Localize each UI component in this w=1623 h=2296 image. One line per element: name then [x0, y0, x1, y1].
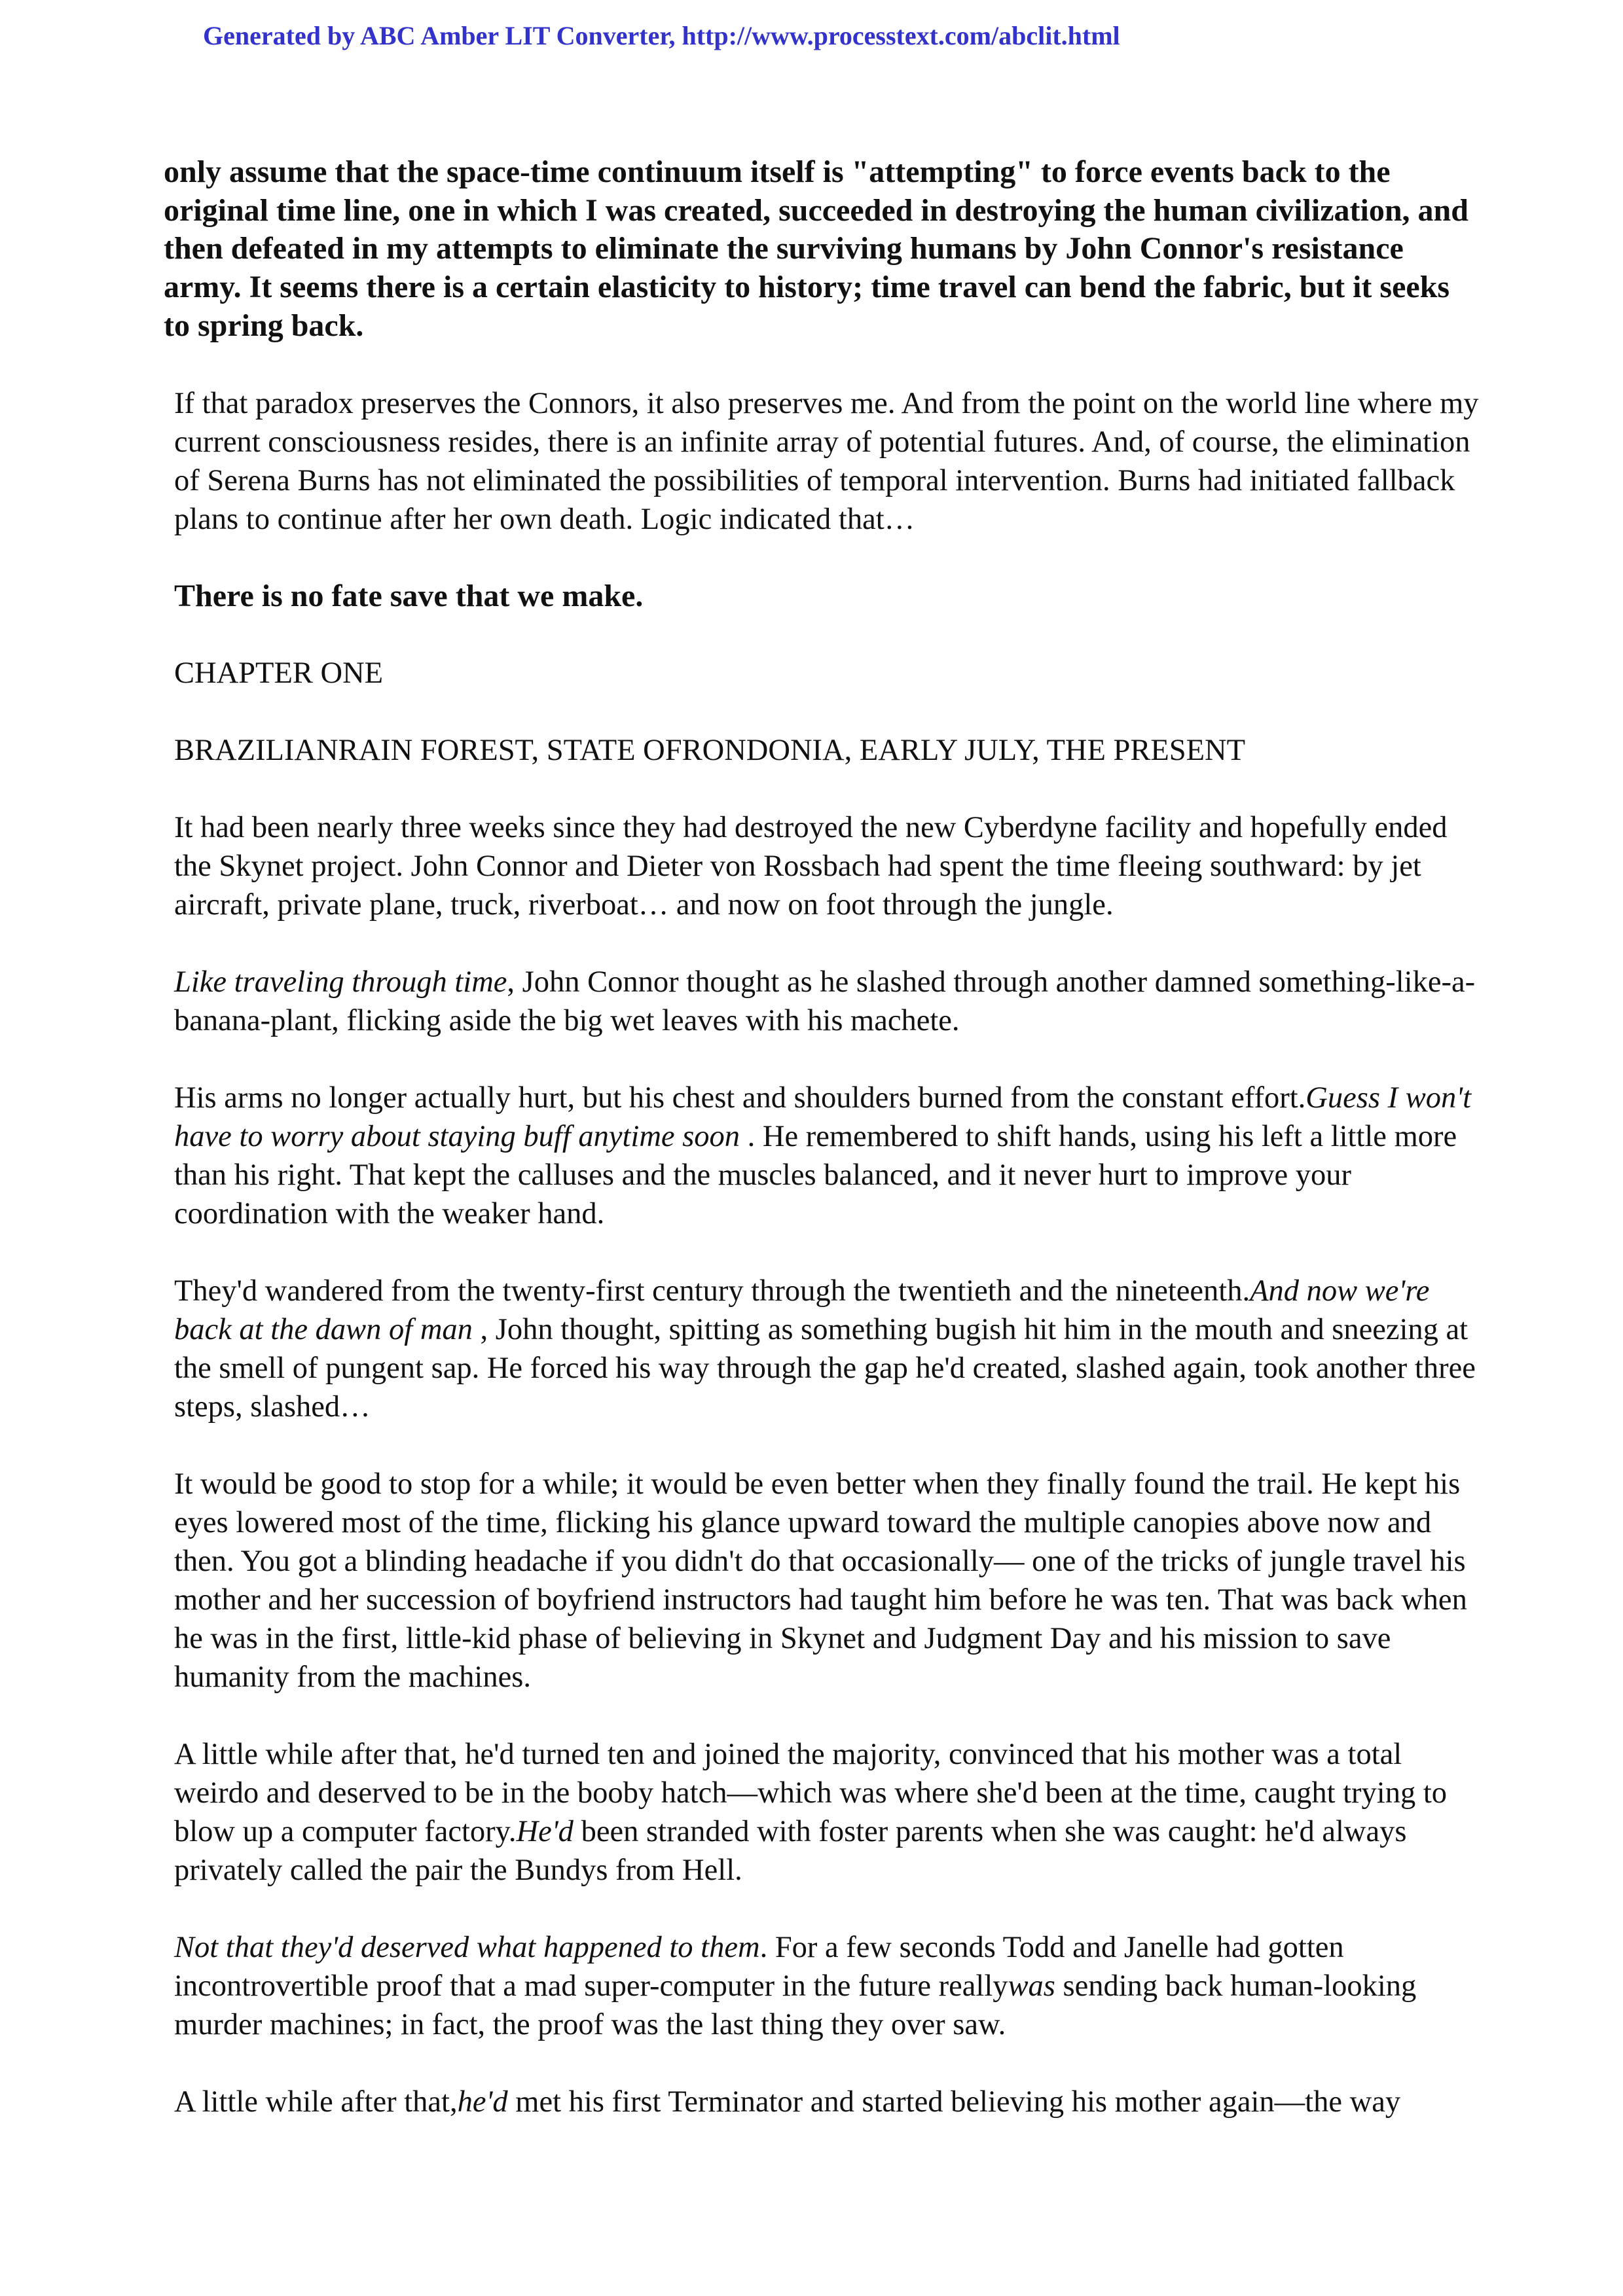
- italic-run: And now we're back at the dawn of man: [174, 1274, 1430, 1347]
- text-run: sending back human-looking murder machines; in fact, the proof was the last thing they over saw.: [174, 1969, 1417, 2042]
- italic-run: he'd: [457, 2085, 508, 2119]
- text-run: met his first Terminator and started believing his mother again—the way: [507, 2085, 1401, 2119]
- text-run: only assume that the space-time continuum itself is "attempting" to force events back to the original time line, one in which I was created, succeeded in destroying the human civilization, and then defeated in my attempts to eliminate the surviving humans by John Connor's resistance army. It seems there is a certain elasticity to history; time travel can bend the fabric, but it seeks to spring back.: [164, 154, 1468, 343]
- text-run: been stranded with foster parents when she was caught: he'd always privately called the pair the Bundys from Hell.: [174, 1815, 1407, 1888]
- converter-header: Generated by ABC Amber LIT Converter, http://www.processtext.com/abclit.html: [203, 21, 1120, 50]
- paragraph: [164, 731, 1480, 770]
- italic-run: Not that they'd deserved what happened to them: [174, 1931, 760, 1965]
- document-body: [164, 153, 1480, 2160]
- text-run: If that paradox preserves the Connors, it also preserves me. And from the point on the world line where my current consciousness resides, there is an infinite array of potential futures. And, of course, the elimination of Serena Burns has not eliminated the possibilities of temporal intervention. Burns had initiated fallback plans to continue after her own death. Logic indicated that…: [174, 386, 1479, 536]
- paragraph: [164, 1465, 1480, 1696]
- text-run: BRAZILIANRAIN FOREST, STATE OFRONDONIA, EARLY JULY, THE PRESENT: [174, 734, 1246, 768]
- italic-run: was: [1008, 1969, 1055, 2003]
- text-run: A little while after that,: [174, 2085, 458, 2119]
- paragraph: [164, 654, 1480, 692]
- text-run: His arms no longer actually hurt, but his chest and shoulders burned from the constant effort.: [174, 1081, 1306, 1115]
- paragraph: [164, 153, 1480, 346]
- text-run: . He remembered to shift hands, using his left a little more than his right. That kept the calluses and the muscles balanced, and it never hurt to improve your coordination with the weaker hand.: [174, 1120, 1457, 1231]
- paragraph: [164, 1272, 1480, 1426]
- text-run: , John Connor thought as he slashed through another damned something-like-a-banana-plant, flicking aside the big wet leaves with his machete.: [174, 965, 1476, 1038]
- paragraph: [164, 384, 1480, 539]
- italic-run: Guess I won't have to worry about staying buff anytime soon: [174, 1081, 1472, 1154]
- text-run: CHAPTER ONE: [174, 656, 384, 691]
- paragraph: [164, 1928, 1480, 2044]
- italic-run: Like traveling through time: [174, 965, 507, 999]
- text-run: , John thought, spitting as something bugish hit him in the mouth and sneezing at the smell of pungent sap. He forced his way through the gap he'd created, slashed again, took another three steps, slashed…: [174, 1313, 1476, 1424]
- paragraph: [164, 1735, 1480, 1890]
- text-run: . For a few seconds Todd and Janelle had gotten incontrovertible proof that a mad super-computer in the future really: [174, 1931, 1344, 2003]
- paragraph: [164, 577, 1480, 616]
- paragraph: [164, 1079, 1480, 1233]
- paragraph: [164, 2083, 1480, 2121]
- italic-run: He'd: [516, 1815, 574, 1849]
- text-run: It would be good to stop for a while; it would be even better when they finally found the trail. He kept his eyes lowered most of the time, flicking his glance upward toward the multiple canopies above now and then. You got a blinding headache if you didn't do that occasionally— one of the tricks of jungle travel his mother and her succession of boyfriend instructors had taught him before he was ten. That was back when he was in the first, little-kid phase of believing in Skynet and Judgment Day and his mission to save humanity from the machines.: [174, 1467, 1467, 1695]
- text-run: There is no fate save that we make.: [174, 578, 644, 613]
- text-run: They'd wandered from the twenty-first century through the twentieth and the nineteenth.: [174, 1274, 1250, 1308]
- text-run: It had been nearly three weeks since they had destroyed the new Cyberdyne facility and hopefully ended the Skynet project. John Connor and Dieter von Rossbach had spent the time fleeing southward: by jet aircraft, private plane, truck, riverboat… and now on foot through the jungle.: [174, 811, 1448, 922]
- paragraph: [164, 808, 1480, 924]
- paragraph: [164, 963, 1480, 1040]
- text-run: A little while after that, he'd turned ten and joined the majority, convinced that his mother was a total weirdo and deserved to be in the booby hatch—which was where she'd been at the time, caught trying to blow up a computer factory.: [174, 1738, 1448, 1849]
